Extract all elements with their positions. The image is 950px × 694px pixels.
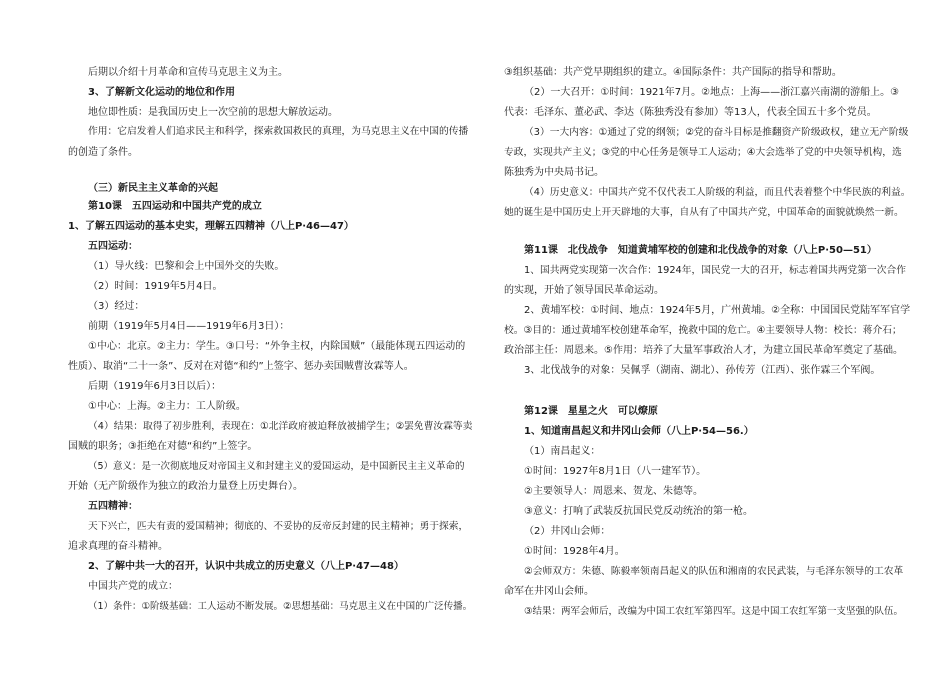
right-line-18: （1）南昌起义：: [524, 446, 601, 457]
right-line-6: 陈独秀为中央局书记。: [504, 167, 604, 178]
left-line-5: 的创造了条件。: [68, 147, 138, 158]
right-line-20: ②主要领导人：周恩来、贺龙、朱德等。: [524, 486, 703, 497]
left-line-4: 作用：它启发着人们追求民主和科学，探索救国救民的真理，为马克思主义在中国的传播: [88, 126, 469, 137]
left-line-24: 追求真理的奋斗精神。: [68, 541, 168, 552]
right-line-4: （3）一大内容：①通过了党的纲领；②党的奋斗目标是推翻资产阶级政权，建立无产阶级: [524, 127, 909, 138]
right-line-3: 代表：毛泽东、董必武、李达（陈独秀没有参加）等13人，代表全国五十多个党员。: [504, 107, 877, 118]
right-line-24: ②会师双方：朱德、陈毅率领南昌起义的队伍和湘南的农民武装，与毛泽东领导的工农革: [524, 566, 904, 577]
left-line-17: ①中心：上海。②主力：工人阶级。: [88, 401, 246, 412]
right-line-2: （2）一大召开：①时间：1921年7月。②地点：上海——浙江嘉兴南湖的游船上。③: [524, 87, 900, 98]
right-line-17: 1、知道南昌起义和井冈山会师（八上P·54—56.）: [524, 426, 754, 437]
left-line-10: （1）导火线：巴黎和会上中国外交的失败。: [88, 261, 285, 272]
right-line-15: 3、北伐战争的对象：吴佩孚（湖南、湖北）、孙传芳（江西）、张作霖三个军阀。: [524, 365, 881, 376]
left-line-12: （3）经过：: [88, 301, 145, 312]
right-line-19: ①时间：1927年8月1日（八一建军节）。: [524, 466, 707, 477]
left-line-8: 1、了解五四运动的基本史实，理解五四精神（八上P·46—47）: [68, 221, 354, 232]
left-line-18: （4）结果：取得了初步胜利，表现在：①北洋政府被迫释放被捕学生；②罢免曹汝霖等卖: [88, 421, 473, 432]
right-line-12: 2、黄埔军校：①时间、地点：1924年5月，广州黄埔。②全称：中国国民党陆军军官学: [524, 305, 911, 316]
right-line-14: 政治部主任：周恩来。⑤作用：培养了大量军事政治人才，为建立国民革命军奠定了基础。: [504, 345, 903, 356]
left-line-22: 五四精神：: [88, 501, 138, 512]
right-line-8: 她的诞生是中国历史上开天辟地的大事，自从有了中国共产党，中国革命的面貌就焕然一新。: [504, 207, 904, 218]
right-line-10: 1、国共两党实现第一次合作：1924年，国民党一大的召开，标志着国共两党第一次合作: [524, 265, 907, 276]
right-line-23: ①时间：1928年4月。: [524, 546, 625, 557]
left-line-26: 中国共产党的成立：: [88, 581, 178, 592]
left-line-21: 开始（无产阶级作为独立的政治力量登上历史舞台）。: [68, 481, 303, 492]
left-line-16: 后期（1919年6月3日以后）：: [88, 381, 222, 392]
right-line-21: ③意义：打响了武装反抗国民党反动统治的第一枪。: [524, 506, 753, 517]
right-line-1: ③组织基础：共产党早期组织的建立。④国际条件：共产国际的指导和帮助。: [504, 67, 842, 78]
right-line-25: 命军在井冈山会师。: [504, 586, 594, 597]
right-line-9: 第11课 北伐战争 知道黄埔军校的创建和北伐战争的对象（八上P·50—51）: [524, 245, 877, 256]
right-line-13: 校。③目的：通过黄埔军校创建革命军，挽救中国的危亡。④主要领导人物：校长：蒋介石；: [504, 325, 902, 336]
right-line-16: 第12课 星星之火 可以燎原: [524, 406, 658, 417]
left-line-11: （2）时间：1919年5月4日。: [88, 281, 223, 292]
right-line-26: ③结果：两军会师后，改编为中国工农红军第四军。这是中国工农红军第一支坚强的队伍。: [524, 606, 904, 617]
left-line-9: 五四运动：: [88, 241, 138, 252]
right-line-22: （2）井冈山会师：: [524, 526, 611, 537]
left-line-3: 地位即性质：是我国历史上一次空前的思想大解放运动。: [88, 107, 338, 118]
left-line-2: 3、了解新文化运动的地位和作用: [88, 87, 235, 98]
left-line-20: （5）意义：是一次彻底地反对帝国主义和封建主义的爱国运动，是中国新民主主义革命的: [88, 461, 465, 472]
left-line-25: 2、了解中共一大的召开，认识中共成立的历史意义（八上P·47—48）: [88, 561, 404, 572]
left-line-27: （1）条件：①阶级基础：工人运动不断发展。②思想基础：马克思主义在中国的广泛传播。: [88, 601, 473, 612]
left-line-13: 前期（1919年5月4日——1919年6月3日）：: [88, 321, 290, 332]
left-line-19: 国贼的职务；③拒绝在对德“和约”上签字。: [68, 441, 258, 452]
left-line-14: ①中心：北京。②主力：学生。③口号：“外争主权，内除国贼”（最能体现五四运动的: [88, 341, 466, 352]
left-line-6: （三）新民主主义革命的兴起: [88, 183, 218, 194]
left-line-23: 天下兴亡，匹夫有责的爱国精神；彻底的、不妥协的反帝反封建的民主精神；勇于探索，: [88, 521, 469, 532]
left-line-15: 性质）、取消“二十一条”、反对在对德“和约”上签字、惩办卖国贼曹汝霖等人。: [68, 361, 414, 372]
right-line-5: 专政，实现共产主义；③党的中心任务是领导工人运动；④大会选举了党的中央领导机构，选: [504, 147, 902, 158]
left-line-1: 后期以介绍十月革命和宣传马克思主义为主。: [88, 67, 288, 78]
right-line-7: （4）历史意义：中国共产党不仅代表工人阶级的利益，而且代表着整个中华民族的利益。: [524, 187, 911, 198]
right-line-11: 的实现，开始了领导国民革命运动。: [504, 285, 664, 296]
left-line-7: 第10课 五四运动和中国共产党的成立: [88, 201, 262, 212]
